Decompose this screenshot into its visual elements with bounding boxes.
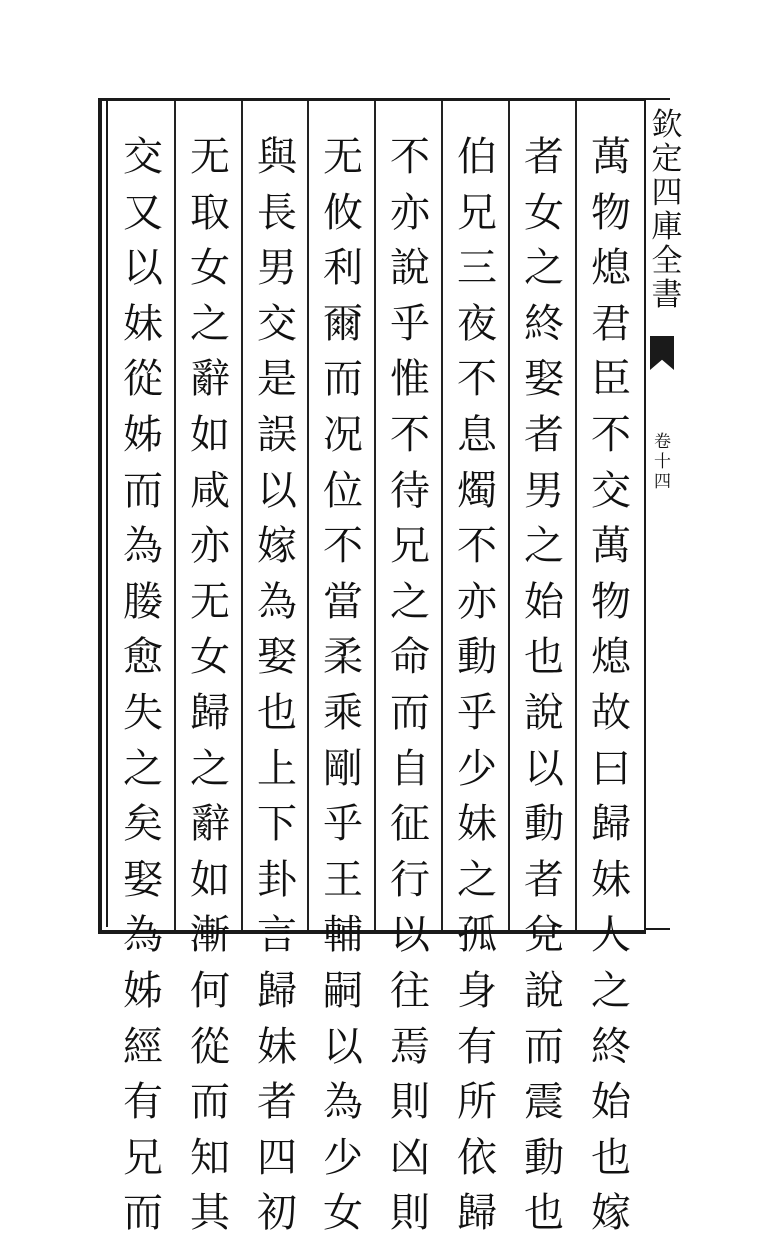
text-char: 之 (123, 745, 163, 792)
text-char: 而 (123, 467, 163, 514)
text-char: 所 (457, 1079, 497, 1126)
margin-book-title (649, 108, 685, 312)
text-char: 歸 (591, 801, 631, 848)
text-char: 不 (390, 134, 430, 180)
text-char: 而 (524, 1023, 564, 1070)
text-char: 卦 (257, 856, 297, 903)
text-char: 攸 (323, 189, 363, 236)
text-char: 從 (123, 356, 163, 403)
text-char: 嗣 (323, 967, 363, 1014)
text-char: 其 (190, 1190, 230, 1237)
text-char: 之 (524, 245, 564, 292)
text-char: 不 (323, 523, 363, 570)
text-char: 萬 (591, 523, 631, 570)
text-char: 也 (524, 1190, 564, 1237)
text-char: 知 (190, 1134, 230, 1181)
column-rule (575, 101, 577, 930)
text-char: 凶 (390, 1134, 430, 1181)
text-char: 也 (524, 634, 564, 681)
text-char: 也 (257, 689, 297, 736)
text-char: 之 (190, 300, 230, 347)
text-char: 兄 (390, 523, 430, 570)
text-char: 不 (457, 523, 497, 570)
text-char: 亦 (390, 189, 430, 236)
text-char: 少 (457, 745, 497, 792)
text-char: 交 (257, 300, 297, 347)
text-char: 而 (390, 689, 430, 736)
text-char: 有 (123, 1079, 163, 1126)
text-char: 言 (257, 912, 297, 959)
text-char: 妹 (457, 801, 497, 848)
text-char: 无 (323, 134, 363, 180)
text-char: 失 (123, 689, 163, 736)
text-char: 如 (190, 411, 230, 458)
margin-title-char: 庫 (651, 209, 683, 245)
text-column-4 (380, 130, 440, 1237)
text-column-7 (180, 130, 240, 1237)
frame-inner-left-rule (106, 101, 108, 927)
text-char: 以 (323, 1023, 363, 1070)
text-char: 三 (457, 245, 497, 292)
text-char: 物 (591, 189, 631, 236)
text-char: 亦 (190, 523, 230, 570)
text-char: 經 (123, 1023, 163, 1070)
margin-volume-label (654, 432, 671, 492)
text-char: 有 (457, 1023, 497, 1070)
text-char: 柔 (323, 634, 363, 681)
text-char: 也 (591, 1134, 631, 1181)
text-char: 息 (457, 411, 497, 458)
text-char: 少 (323, 1134, 363, 1181)
margin-bottom-tick (646, 928, 670, 930)
margin-volume-char: 四 (654, 472, 671, 492)
column-rule (307, 101, 309, 930)
text-char: 誤 (257, 411, 297, 458)
text-char: 則 (390, 1079, 430, 1126)
text-char: 自 (390, 745, 430, 792)
text-char: 嫁 (257, 523, 297, 570)
text-char: 上 (257, 745, 297, 792)
text-char: 妹 (257, 1023, 297, 1070)
text-char: 說 (390, 245, 430, 292)
text-char: 乎 (457, 689, 497, 736)
text-char: 女 (190, 634, 230, 681)
column-rule (441, 101, 443, 930)
text-char: 如 (190, 856, 230, 903)
text-char: 歸 (257, 967, 297, 1014)
text-char: 交 (123, 134, 163, 180)
text-char: 兌 (524, 912, 564, 959)
text-column-3 (447, 130, 507, 1237)
text-char: 歸 (457, 1190, 497, 1237)
text-char: 則 (390, 1190, 430, 1237)
text-char: 剛 (323, 745, 363, 792)
margin-title-char: 欽 (651, 107, 683, 143)
text-char: 兄 (123, 1134, 163, 1181)
text-column-1 (581, 130, 641, 1237)
text-char: 辭 (190, 801, 230, 848)
text-char: 者 (524, 856, 564, 903)
text-column-2 (514, 130, 574, 1237)
text-char: 動 (524, 801, 564, 848)
text-char: 輔 (323, 912, 363, 959)
text-char: 征 (390, 801, 430, 848)
text-char: 熄 (591, 634, 631, 681)
text-column-5 (313, 130, 373, 1237)
text-char: 而 (190, 1079, 230, 1126)
column-rule (241, 101, 243, 930)
text-char: 命 (390, 634, 430, 681)
text-char: 妹 (591, 856, 631, 903)
text-char: 初 (257, 1190, 297, 1237)
column-rule (174, 101, 176, 930)
margin-title-char: 全 (651, 243, 683, 279)
text-char: 以 (123, 245, 163, 292)
text-char: 孤 (457, 912, 497, 959)
text-char: 者 (257, 1079, 297, 1126)
text-char: 燭 (457, 467, 497, 514)
text-char: 女 (190, 245, 230, 292)
text-column-6 (247, 130, 307, 1237)
text-char: 女 (524, 189, 564, 236)
text-char: 乘 (323, 689, 363, 736)
text-char: 王 (323, 856, 363, 903)
text-char: 之 (524, 523, 564, 570)
text-char: 媵 (123, 578, 163, 625)
text-char: 兄 (457, 189, 497, 236)
text-char: 行 (390, 856, 430, 903)
text-char: 依 (457, 1134, 497, 1181)
margin-volume-char: 卷 (654, 432, 671, 452)
text-char: 動 (457, 634, 497, 681)
text-char: 歸 (190, 689, 230, 736)
text-char: 者 (524, 411, 564, 458)
text-char: 男 (524, 467, 564, 514)
text-char: 與 (257, 134, 297, 180)
text-char: 為 (123, 523, 163, 570)
text-char: 終 (591, 1023, 631, 1070)
margin-volume-char: 十 (654, 452, 671, 472)
margin-top-tick (646, 98, 670, 100)
margin-title-char: 四 (651, 175, 683, 211)
text-char: 動 (524, 1134, 564, 1181)
text-char: 亦 (457, 578, 497, 625)
text-char: 娶 (524, 356, 564, 403)
text-char: 始 (524, 578, 564, 625)
text-char: 長 (257, 189, 297, 236)
text-char: 娶 (123, 856, 163, 903)
text-char: 妹 (123, 300, 163, 347)
text-char: 而 (123, 1190, 163, 1237)
text-char: 女 (323, 1190, 363, 1237)
text-char: 以 (524, 745, 564, 792)
text-char: 物 (591, 578, 631, 625)
text-char: 萬 (591, 134, 631, 180)
text-char: 往 (390, 967, 430, 1014)
text-char: 當 (323, 578, 363, 625)
text-char: 曰 (591, 745, 631, 792)
text-char: 從 (190, 1023, 230, 1070)
text-char: 惟 (390, 356, 430, 403)
text-char: 震 (524, 1079, 564, 1126)
text-char: 以 (390, 912, 430, 959)
fishtail-mark-icon (650, 336, 674, 370)
text-column-8 (113, 130, 173, 1237)
text-char: 說 (524, 689, 564, 736)
text-char: 焉 (390, 1023, 430, 1070)
text-char: 矣 (123, 801, 163, 848)
text-char: 利 (323, 245, 363, 292)
text-char: 不 (591, 411, 631, 458)
text-char: 之 (457, 856, 497, 903)
text-char: 者 (524, 134, 564, 180)
text-char: 又 (123, 189, 163, 236)
text-char: 之 (390, 578, 430, 625)
text-char: 為 (123, 912, 163, 959)
text-char: 嫁 (591, 1190, 631, 1237)
text-char: 終 (524, 300, 564, 347)
text-char: 姊 (123, 411, 163, 458)
text-char: 位 (323, 467, 363, 514)
column-rule (374, 101, 376, 930)
text-char: 熄 (591, 245, 631, 292)
text-char: 以 (257, 467, 297, 514)
text-char: 交 (591, 467, 631, 514)
text-char: 取 (190, 189, 230, 236)
text-char: 而 (323, 356, 363, 403)
text-char: 說 (524, 967, 564, 1014)
text-char: 漸 (190, 912, 230, 959)
text-char: 不 (457, 356, 497, 403)
text-char: 為 (257, 578, 297, 625)
text-char: 是 (257, 356, 297, 403)
text-char: 况 (323, 411, 363, 458)
text-char: 為 (323, 1079, 363, 1126)
text-char: 男 (257, 245, 297, 292)
text-char: 爾 (323, 300, 363, 347)
text-char: 咸 (190, 467, 230, 514)
text-char: 乎 (390, 300, 430, 347)
text-char: 臣 (591, 356, 631, 403)
text-char: 身 (457, 967, 497, 1014)
text-char: 不 (390, 411, 430, 458)
text-char: 四 (257, 1134, 297, 1181)
column-rule (508, 101, 510, 930)
text-char: 待 (390, 467, 430, 514)
margin-title-char: 定 (651, 141, 683, 177)
text-char: 何 (190, 967, 230, 1014)
text-char: 之 (190, 745, 230, 792)
text-char: 乎 (323, 801, 363, 848)
text-char: 下 (257, 801, 297, 848)
text-char: 始 (591, 1079, 631, 1126)
text-char: 伯 (457, 134, 497, 180)
text-char: 无 (190, 134, 230, 180)
text-char: 娶 (257, 634, 297, 681)
text-char: 无 (190, 578, 230, 625)
text-char: 之 (591, 967, 631, 1014)
text-char: 故 (591, 689, 631, 736)
text-char: 人 (591, 912, 631, 959)
text-char: 姊 (123, 967, 163, 1014)
text-char: 愈 (123, 634, 163, 681)
text-char: 君 (591, 300, 631, 347)
margin-title-char: 書 (651, 277, 683, 313)
text-char: 夜 (457, 300, 497, 347)
text-char: 辭 (190, 356, 230, 403)
